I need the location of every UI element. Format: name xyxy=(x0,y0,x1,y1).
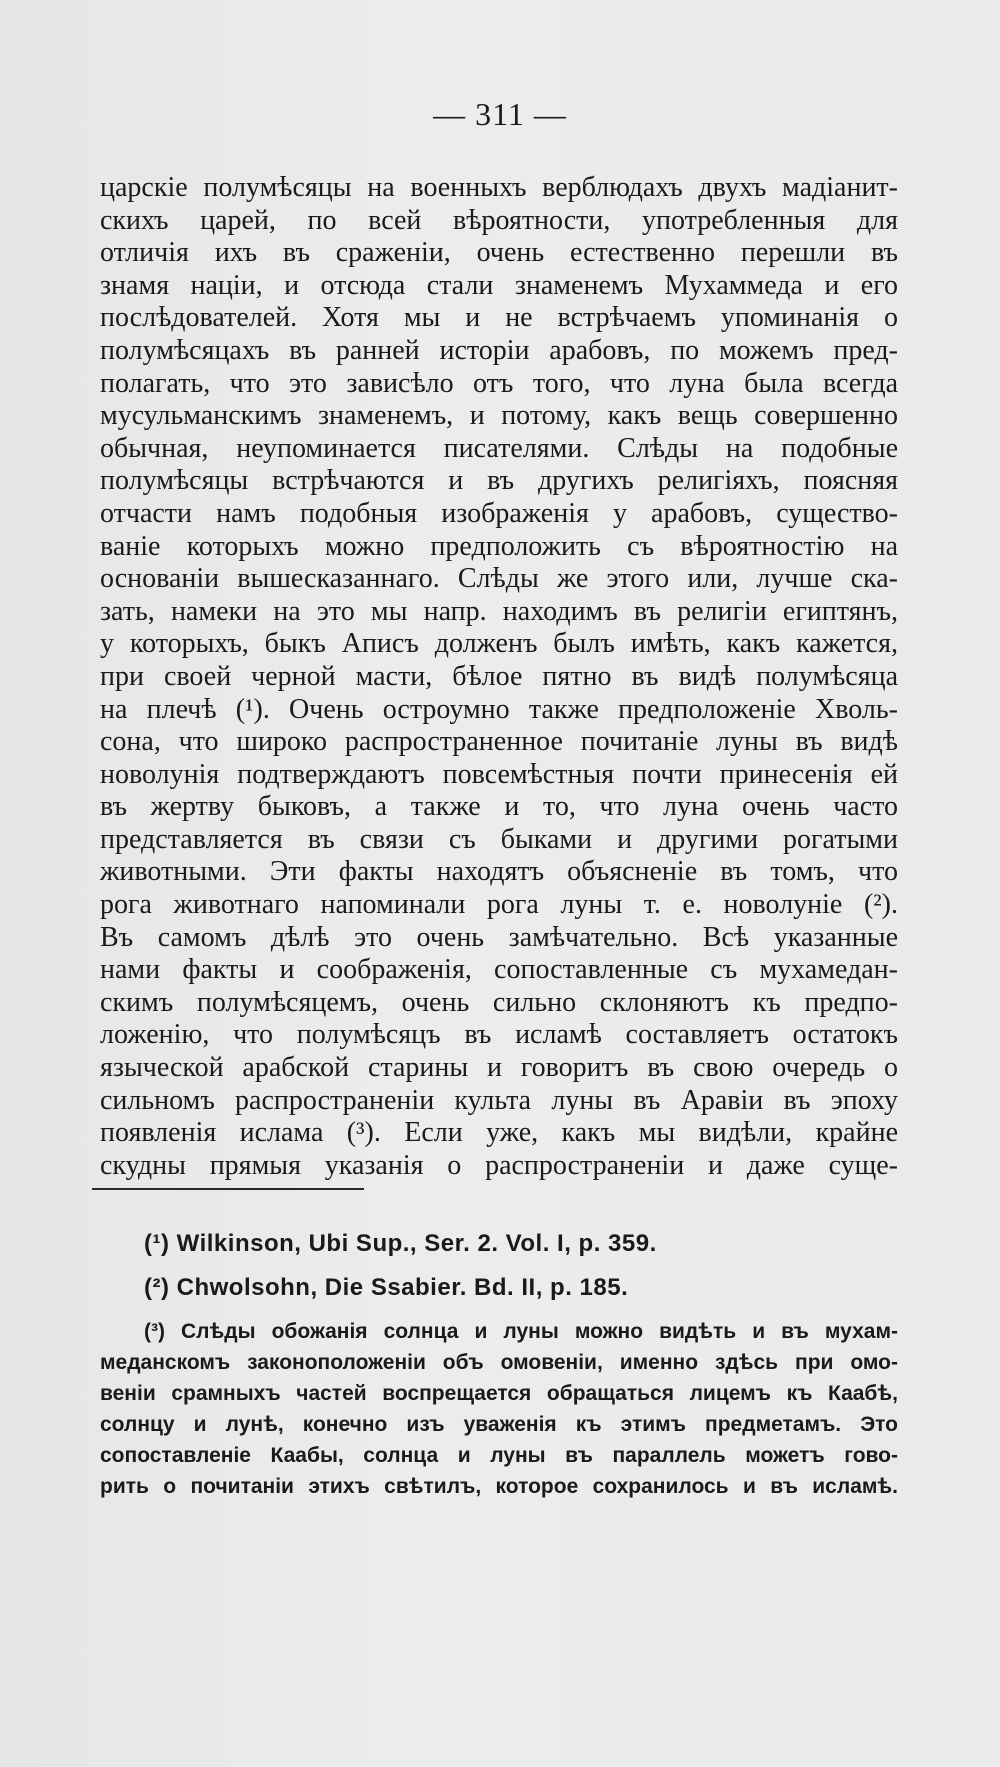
body-line: зать, намеки на это мы напр. находимъ въ религіи египтянъ, xyxy=(100,595,898,627)
body-line: царскіе полумѣсяцы на военныхъ верблюдахъ двухъ мадіанит- xyxy=(100,172,898,203)
page-number: — 311 — xyxy=(433,96,567,132)
body-line: новолунія подтверждаютъ повсемѣстныя почти принесенія ей xyxy=(100,758,898,790)
body-line: послѣдователей. Хотя мы и не встрѣчаемъ упоминанія о xyxy=(100,302,898,334)
body-line: отчасти намъ подобныя изображенія у арабовъ, существо- xyxy=(100,497,898,529)
body-line: рога животнаго напоминали рога луны т. е. новолуніе (²). xyxy=(100,889,898,921)
body-line: обычная, неупоминается писателями. Слѣды на подобные xyxy=(100,432,898,464)
body-line: скихъ царей, по всей вѣроятности, употребленныя для xyxy=(100,204,898,236)
footnote-3-line: меданскомъ законоположеніи объ омовеніи, именно здѣсь при омо- xyxy=(100,1351,898,1374)
footnote-3-line: солнцу и лунѣ, конечно изъ уваженія къ этимъ предметамъ. Это xyxy=(100,1413,898,1436)
footnote-1: (¹) Wilkinson, Ubi Sup., Ser. 2. Vol. I, p. 359. xyxy=(144,1230,657,1257)
body-line: появленія ислама (³). Если уже, какъ мы видѣли, крайне xyxy=(100,1117,898,1149)
body-line: представляется въ связи съ быками и другими рогатыми xyxy=(100,823,898,855)
body-line: основаніи вышесказаннаго. Слѣды же этого или, лучше ска- xyxy=(100,563,898,595)
body-line: сона, что широко распространенное почитаніе луны въ видѣ xyxy=(100,726,898,758)
body-line: мусульманскимъ знаменемъ, и потому, какъ вещь совершенно xyxy=(100,400,898,432)
body-line: скудны прямыя указанія о распространеніи и даже суще- xyxy=(100,1149,898,1181)
body-line: полумѣсяцы встрѣчаются и въ другихъ религіяхъ, поясняя xyxy=(100,465,898,497)
body-line: полумѣсяцахъ въ ранней исторіи арабовъ, по можемъ пред- xyxy=(100,334,898,366)
body-line: отличія ихъ въ сраженіи, очень естественно перешли въ xyxy=(100,237,898,269)
body-line: на плечѣ (¹). Очень остроумно также предположеніе Хволь- xyxy=(100,693,898,725)
body-line: животными. Эти факты находятъ объясненіе въ томъ, что xyxy=(100,856,898,888)
body-text xyxy=(100,172,898,1182)
body-line: нами факты и соображенія, сопоставленные съ мухамедан- xyxy=(100,954,898,986)
body-line: знамя націи, и отсюда стали знаменемъ Мухаммеда и его xyxy=(100,269,898,301)
body-line: въ жертву быковъ, а также и то, что луна очень часто xyxy=(100,791,898,823)
footnote-3-line: сопоставленіе Каабы, солнца и луны въ параллель можетъ гово- xyxy=(100,1444,898,1467)
footnote-3-line: (³) Слѣды обожанія солнца и луны можно видѣть и въ мухам- xyxy=(144,1320,898,1343)
body-line: полагать, что это зависѣло отъ того, что луна была всегда xyxy=(100,367,898,399)
body-line: языческой арабской старины и говоритъ въ свою очередь о xyxy=(100,1052,898,1084)
body-line: Въ самомъ дѣлѣ это очень замѣчательно. Всѣ указанные xyxy=(100,921,898,953)
footnote-3-line: рить о почитаніи этихъ свѣтилъ, которое сохранилось и въ исламѣ. xyxy=(100,1475,898,1498)
body-line: ваніе которыхъ можно предположить съ вѣроятностію на xyxy=(100,530,898,562)
body-line: при своей черной масти, бѣлое пятно въ видѣ полумѣсяца xyxy=(100,660,898,692)
footnote-2: (²) Chwolsohn, Die Ssabier. Bd. II, p. 185. xyxy=(144,1274,629,1301)
body-line: у которыхъ, быкъ Аписъ долженъ былъ имѣть, какъ кажется, xyxy=(100,628,898,660)
footnote-3-line: веніи срамныхъ частей воспрещается обращаться лицемъ къ Каабѣ, xyxy=(100,1382,898,1405)
footnotes xyxy=(100,1222,898,1502)
footnote-separator xyxy=(92,1188,364,1190)
footnote-3 xyxy=(100,1316,898,1502)
body-line: ложенію, что полумѣсяцъ въ исламѣ составляетъ остатокъ xyxy=(100,1019,898,1051)
body-line: скимъ полумѣсяцемъ, очень сильно склоняютъ къ предпо- xyxy=(100,986,898,1018)
body-line: сильномъ распространеніи культа луны въ Аравіи въ эпоху xyxy=(100,1084,898,1116)
